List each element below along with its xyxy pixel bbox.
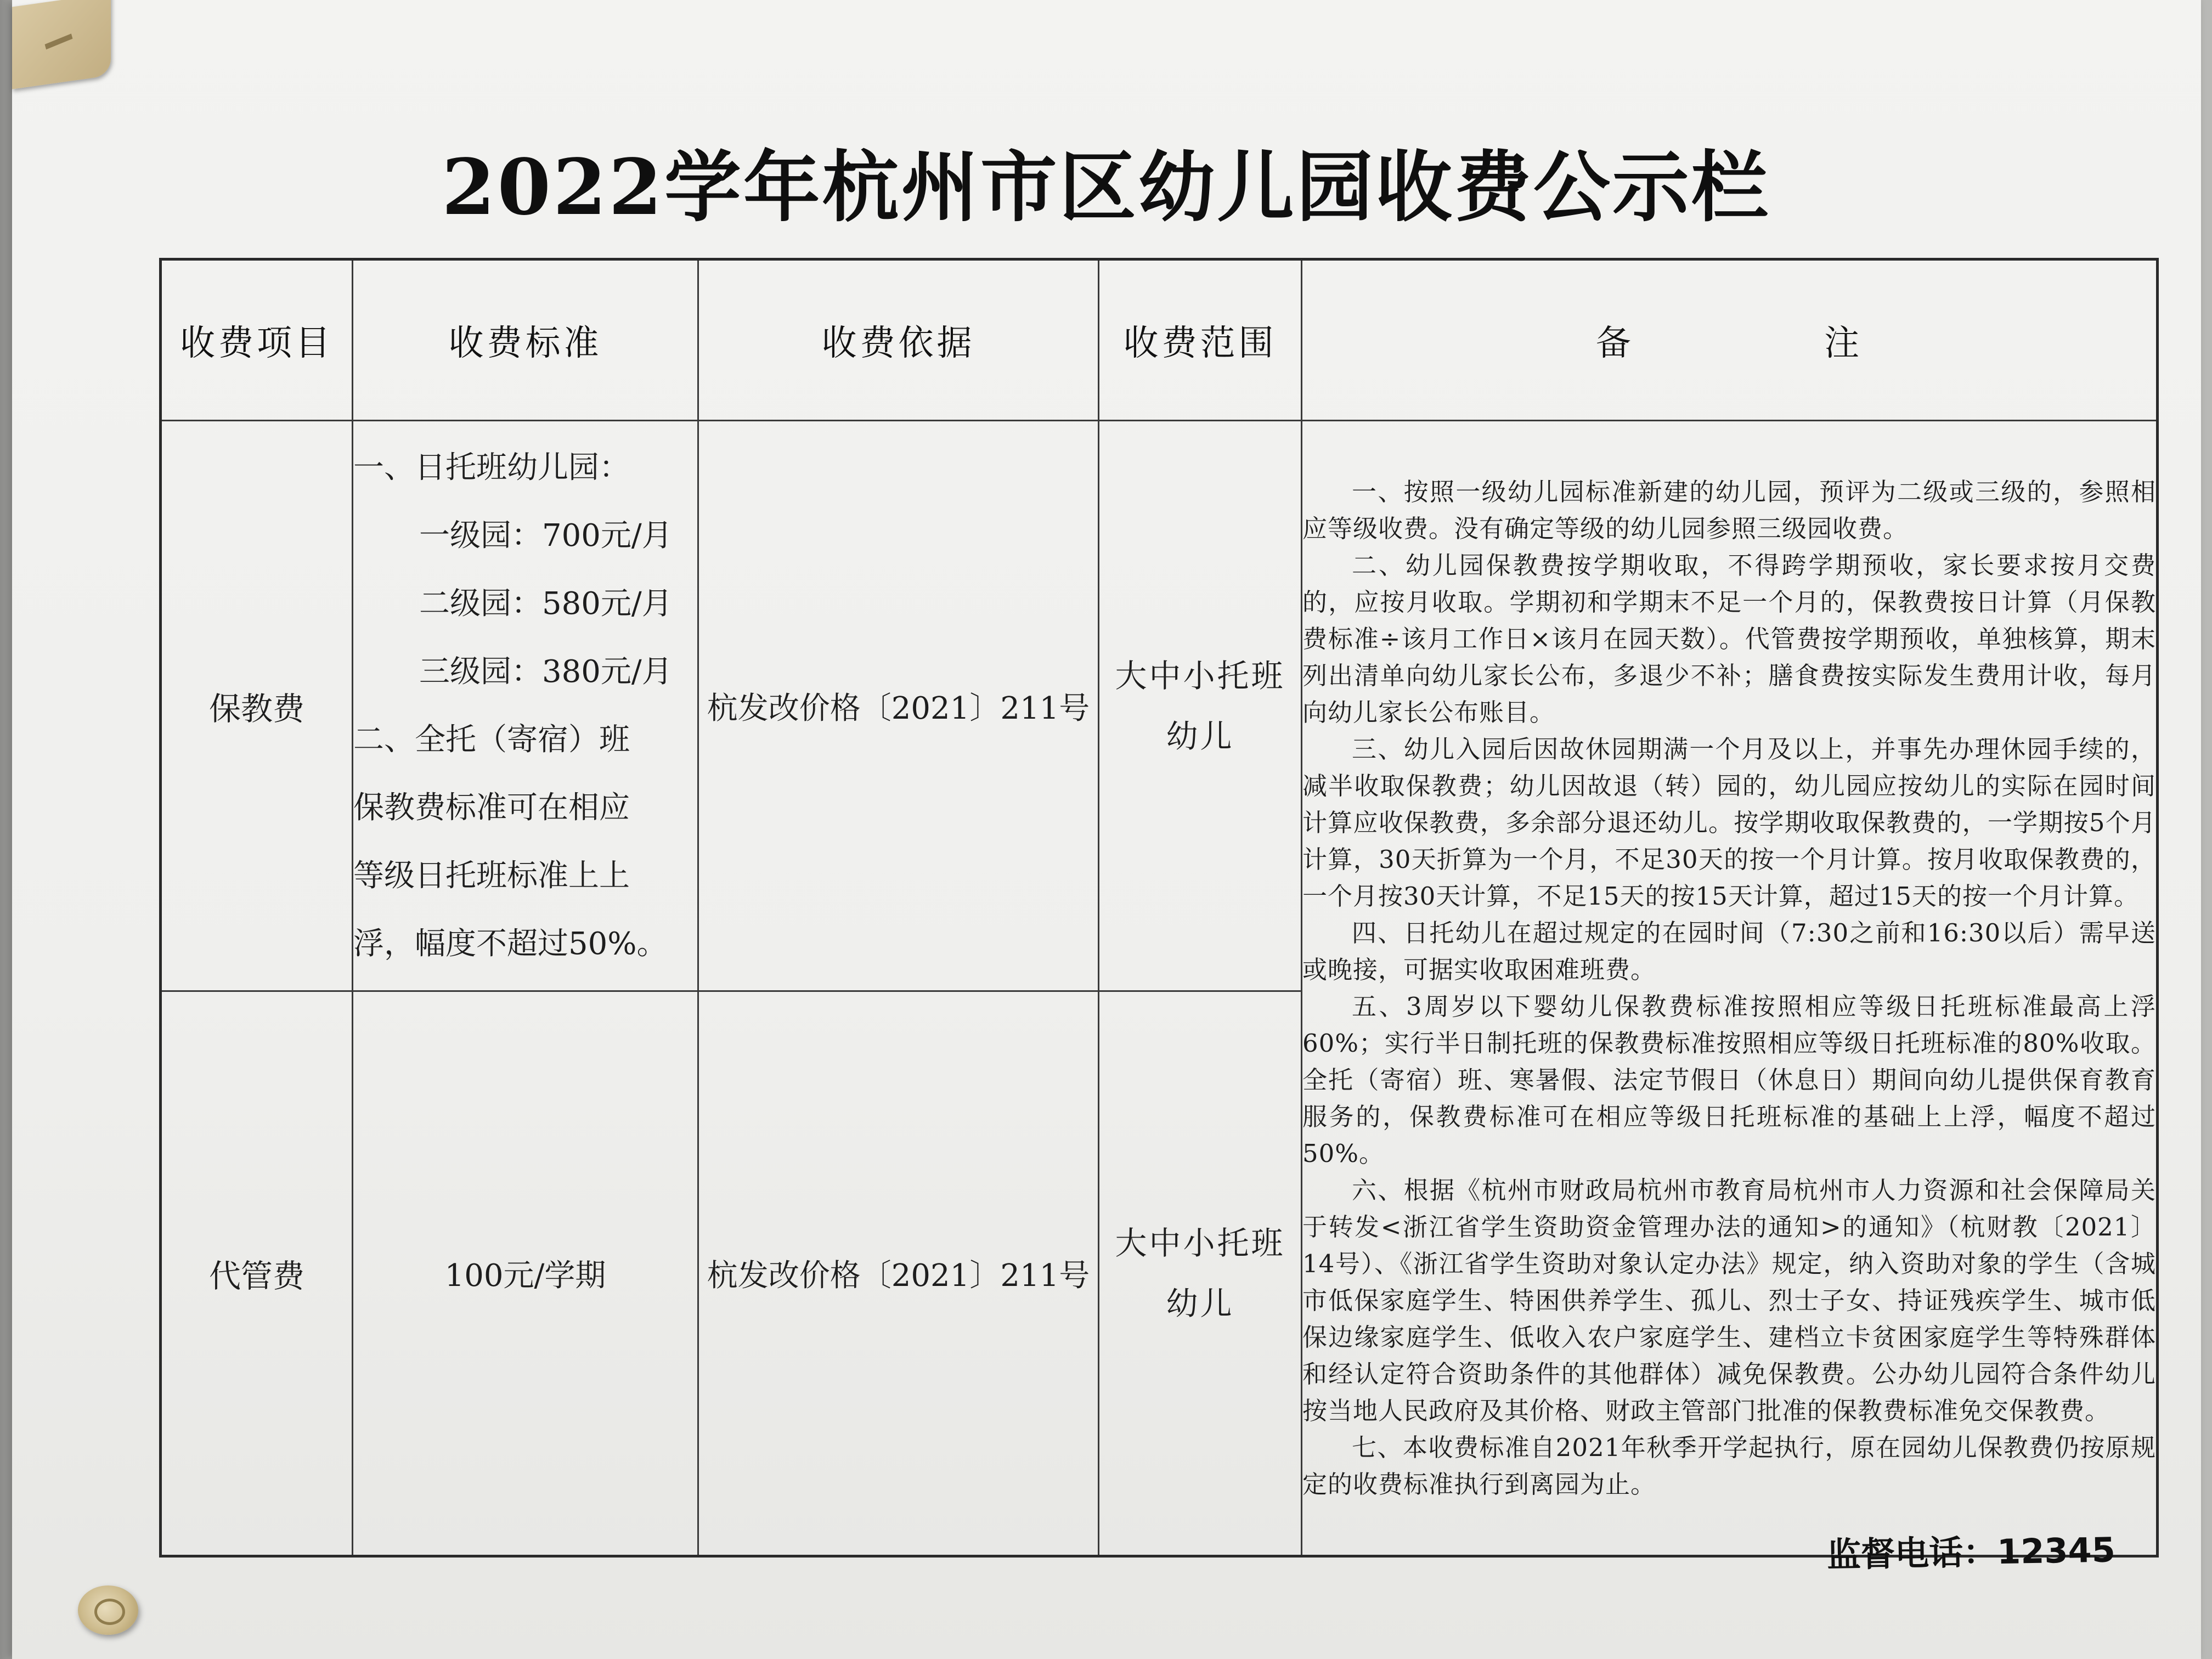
standard-line: 一级园：700元/月 xyxy=(419,517,673,554)
standard-line: 二级园：580元/月 xyxy=(419,585,673,622)
tuition-standard-cell xyxy=(353,421,698,991)
standard-line: 三级园：380元/月 xyxy=(419,653,673,690)
remark-paragraph: 四、日托幼儿在超过规定的在园时间（7:30之前和16:30以后）需早送或晚接，可据实收取困难班费。 xyxy=(1302,918,2156,984)
scope-line: 大中小托班 xyxy=(1115,657,1285,695)
row-scope-tuition xyxy=(1099,421,1302,991)
remark-paragraph: 七、本收费标准自2021年秋季开学起执行，原在园幼儿保教费仍按原规定的收费标准执行到离园为止。 xyxy=(1302,1433,2156,1499)
scope-line: 幼儿 xyxy=(1166,1285,1234,1322)
row-item-tuition: 保教费 xyxy=(161,421,353,991)
fee-table xyxy=(159,258,2159,1558)
standard-line: 保教费标准可在相应 xyxy=(353,789,630,826)
header-item: 收费项目 xyxy=(161,259,353,421)
pushpin-slot xyxy=(45,33,73,49)
scope-line: 大中小托班 xyxy=(1115,1224,1285,1262)
row-basis-custody: 杭发改价格〔2021〕211号 xyxy=(698,991,1099,1556)
remark-paragraph: 一、按照一级幼儿园标准新建的幼儿园，预评为二级或三级的，参照相应等级收费。没有确定等级的幼儿园参照三级园收费。 xyxy=(1302,477,2156,543)
supervision-hotline: 监督电话：12345 xyxy=(1826,1530,2116,1575)
remarks-cell xyxy=(1302,421,2158,1556)
header-basis: 收费依据 xyxy=(698,259,1099,421)
row-standard-custody: 100元/学期 xyxy=(353,991,698,1556)
row-basis-tuition: 杭发改价格〔2021〕211号 xyxy=(698,421,1099,991)
standard-line: 等级日托班标准上上 xyxy=(353,857,630,894)
remark-paragraph: 六、根据《杭州市财政局杭州市教育局杭州市人力资源和社会保障局关于转发<浙江省学生资助资金管理办法的通知>的通知》（杭财教〔2021〕14号）、《浙江省学生资助对象认定办法》规定，纳入资助对象的学生（含城市低保家庭学生、特困供养学生、孤儿、烈士子女、持证残疾学生、城市低保边缘家庭学生、低收入农户家庭学生、建档立卡贫困家庭学生等特殊群体和经认定符合资助条件的其他群体）减免保教费。公办幼儿园符合条件幼儿按当地人民政府及其价格、财政主管部门批准的保教费标准免交保教费。 xyxy=(1302,1176,2156,1425)
scope-line: 幼儿 xyxy=(1166,717,1234,755)
table-header-row xyxy=(161,259,2158,421)
remark-paragraph: 三、幼儿入园后因故休园期满一个月及以上，并事先办理休园手续的，减半收取保教费；幼儿因故退（转）园的，幼儿园应按幼儿的实际在园时间计算应收保教费，多余部分退还幼儿。按学期收取保教费的，一学期按5个月计算，30天折算为一个月，不足30天的按一个月计算。按月收取保教费的，一个月按30天计算，不足15天的按15天计算，超过15天的按一个月计算。 xyxy=(1302,735,2156,911)
header-remarks: 备 注 xyxy=(1302,259,2158,421)
table-row xyxy=(161,421,2158,991)
header-standard: 收费标准 xyxy=(353,259,698,421)
standard-line: 浮，幅度不超过50%。 xyxy=(353,926,668,962)
remark-paragraph: 五、3周岁以下婴幼儿保教费标准按照相应等级日托班标准最高上浮60%；实行半日制托班的保教费标准按照相应等级日托班标准的80%收取。全托（寄宿）班、寒暑假、法定节假日（休息日）期间向幼儿提供保育教育服务的，保教费标准可在相应等级日托班标准的基础上上浮，幅度不超过50%。 xyxy=(1302,992,2156,1168)
remark-paragraph: 二、幼儿园保教费按学期收取，不得跨学期预收，家长要求按月交费的，应按月收取。学期初和学期末不足一个月的，保教费按日计算（月保教费标准÷该月工作日×该月在园天数）。代管费按学期预收，单独核算，期末列出清单向幼儿家长公布，多退少不补；膳食费按实际发生费用计收，每月向幼儿家长公布账目。 xyxy=(1302,551,2156,727)
standard-line: 二、全托（寄宿）班 xyxy=(353,721,630,758)
row-item-custody: 代管费 xyxy=(161,991,353,1556)
header-scope: 收费范围 xyxy=(1099,259,1302,421)
row-scope-custody xyxy=(1099,991,1302,1556)
top-pushpin-icon xyxy=(12,0,111,89)
standard-line: 一、日托班幼儿园： xyxy=(353,449,630,486)
page-title: 2022学年杭州市区幼儿园收费公示栏 xyxy=(442,143,1770,233)
bottom-pushpin-icon xyxy=(78,1585,138,1635)
